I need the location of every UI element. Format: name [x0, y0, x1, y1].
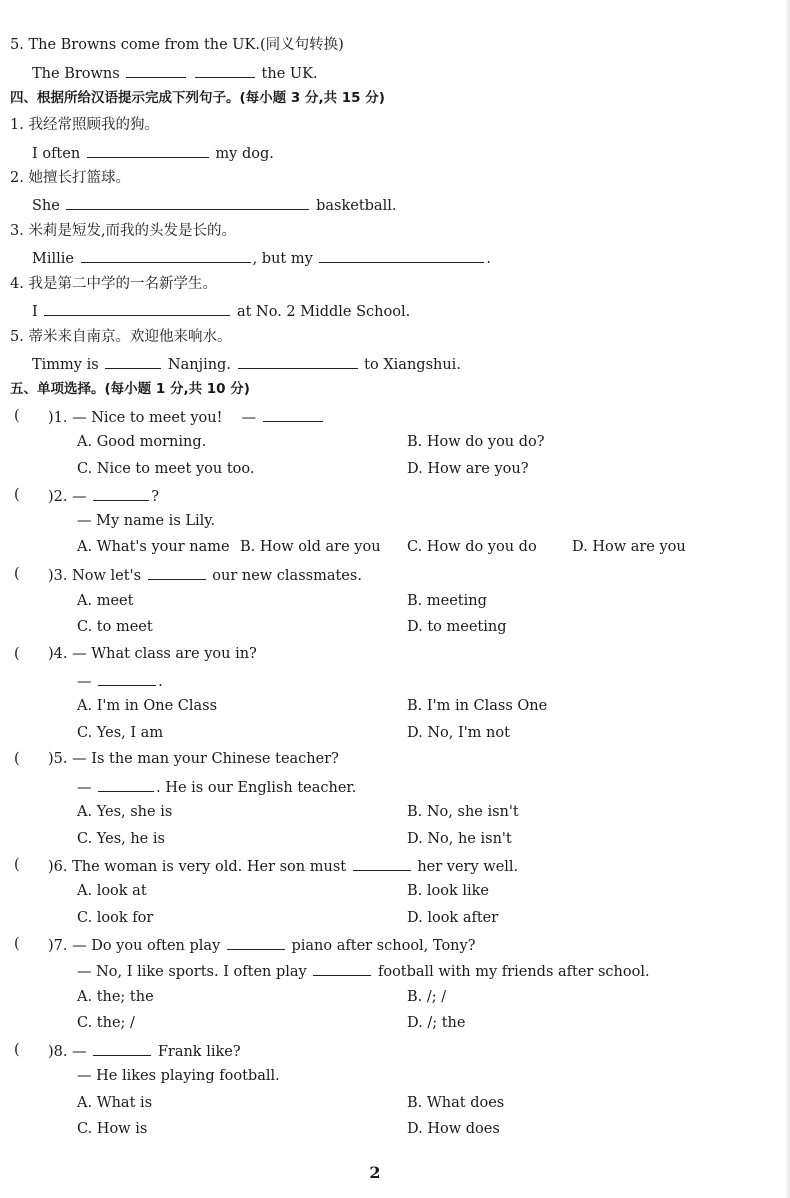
q5-stem: )5. — Is the man your Chinese teacher?: [48, 751, 339, 767]
q7-stem-line2: — No, I like sports. I often play football with my friends after school.: [77, 961, 650, 981]
q3-option-d[interactable]: D. to meeting: [407, 619, 507, 635]
q3-option-b[interactable]: B. meeting: [407, 593, 487, 609]
q5-option-a[interactable]: A. Yes, she is: [77, 804, 173, 820]
answer-blank[interactable]: [319, 248, 484, 263]
s4-item4-cn: 4. 我是第二中学的一名新学生。: [10, 276, 217, 292]
q6-stem: )6. The woman is very old. Her son must her very well.: [48, 856, 518, 876]
q2-option-d[interactable]: D. How are you: [572, 539, 686, 555]
q1-option-a[interactable]: A. Good morning.: [77, 434, 207, 450]
q6-option-d[interactable]: D. look after: [407, 910, 499, 926]
answer-blank[interactable]: [238, 354, 358, 369]
page-number: 2: [369, 1163, 381, 1182]
q4-stem-line2: — .: [77, 671, 163, 691]
q2-stem-line2: — My name is Lily.: [77, 513, 216, 529]
part3-q5-prompt: 5. The Browns come from the UK.(同义句转换): [10, 37, 344, 53]
answer-blank[interactable]: [87, 143, 209, 158]
answer-blank[interactable]: [263, 407, 323, 422]
q3-option-c[interactable]: C. to meet: [77, 619, 153, 635]
q2-option-a[interactable]: A. What's your name: [77, 539, 230, 555]
section4-title: 四、根据所给汉语提示完成下列句子。(每小题 3 分,共 15 分): [10, 90, 385, 106]
q4-option-a[interactable]: A. I'm in One Class: [77, 698, 218, 714]
q5-stem-line2: — . He is our English teacher.: [77, 777, 356, 797]
q1-option-b[interactable]: B. How do you do?: [407, 434, 545, 450]
q2-option-b[interactable]: B. How old are you: [240, 539, 381, 555]
answer-paren[interactable]: (: [14, 408, 20, 424]
q1-option-d[interactable]: D. How are you?: [407, 461, 529, 477]
q3-stem: )3. Now let's our new classmates.: [48, 565, 362, 585]
answer-blank[interactable]: [105, 354, 161, 369]
q3-option-a[interactable]: A. meet: [77, 593, 134, 609]
answer-paren[interactable]: (: [14, 751, 20, 767]
q8-option-c[interactable]: C. How is: [77, 1121, 148, 1137]
answer-blank[interactable]: [98, 671, 156, 686]
q7-option-c[interactable]: C. the; /: [77, 1015, 135, 1031]
answer-blank[interactable]: [353, 856, 411, 871]
section5-title: 五、单项选择。(每小题 1 分,共 10 分): [10, 381, 250, 397]
answer-blank[interactable]: [66, 195, 309, 210]
q8-option-b[interactable]: B. What does: [407, 1095, 505, 1111]
q2-stem: )2. — ?: [48, 486, 159, 506]
answer-blank[interactable]: [313, 961, 371, 976]
q4-stem: )4. — What class are you in?: [48, 646, 257, 662]
q4-option-d[interactable]: D. No, I'm not: [407, 725, 510, 741]
s4-item5-cn: 5. 蒂米来自南京。欢迎他来响水。: [10, 329, 232, 345]
answer-blank[interactable]: [227, 935, 285, 950]
q8-stem: )8. — Frank like?: [48, 1041, 241, 1061]
q8-stem-line2: — He likes playing football.: [77, 1068, 280, 1084]
s4-item3-line: Millie , but my .: [32, 248, 491, 268]
answer-paren[interactable]: (: [14, 487, 20, 503]
q1-option-c[interactable]: C. Nice to meet you too.: [77, 461, 255, 477]
s4-item5-line: Timmy is Nanjing. to Xiangshui.: [32, 354, 461, 374]
q7-stem: )7. — Do you often play piano after school, Tony?: [48, 935, 475, 955]
q6-option-b[interactable]: B. look like: [407, 883, 490, 899]
q1-stem: )1. — Nice to meet you! —: [48, 407, 325, 427]
answer-blank[interactable]: [93, 486, 149, 501]
answer-blank[interactable]: [126, 63, 186, 78]
s4-item1-cn: 1. 我经常照顾我的狗。: [10, 117, 159, 133]
answer-paren[interactable]: (: [14, 1042, 20, 1058]
q5-option-b[interactable]: B. No, she isn't: [407, 804, 519, 820]
answer-blank[interactable]: [148, 565, 206, 580]
answer-paren[interactable]: (: [14, 857, 20, 873]
q7-option-a[interactable]: A. the; the: [77, 989, 154, 1005]
q6-option-a[interactable]: A. look at: [77, 883, 147, 899]
s4-item4-line: I at No. 2 Middle School.: [32, 301, 410, 321]
q4-option-c[interactable]: C. Yes, I am: [77, 725, 164, 741]
answer-blank[interactable]: [44, 301, 230, 316]
q5-option-d[interactable]: D. No, he isn't: [407, 831, 512, 847]
answer-paren[interactable]: (: [14, 936, 20, 952]
answer-paren[interactable]: (: [14, 646, 20, 662]
answer-blank[interactable]: [195, 63, 255, 78]
s4-item3-cn: 3. 米莉是短发,而我的头发是长的。: [10, 223, 237, 239]
s4-item2-cn: 2. 她擅长打篮球。: [10, 170, 130, 186]
page-edge-shadow: [784, 0, 790, 1198]
q5-option-c[interactable]: C. Yes, he is: [77, 831, 165, 847]
answer-blank[interactable]: [93, 1041, 151, 1056]
q7-option-b[interactable]: B. /; /: [407, 989, 447, 1005]
answer-paren[interactable]: (: [14, 566, 20, 582]
q6-option-c[interactable]: C. look for: [77, 910, 154, 926]
q4-option-b[interactable]: B. I'm in Class One: [407, 698, 548, 714]
q7-option-d[interactable]: D. /; the: [407, 1015, 466, 1031]
s4-item1-line: I often my dog.: [32, 143, 274, 163]
s4-item2-line: She basketball.: [32, 195, 396, 215]
part3-q5-answer-line: The Browns the UK.: [32, 63, 318, 83]
q2-option-c[interactable]: C. How do you do: [407, 539, 537, 555]
answer-blank[interactable]: [81, 248, 251, 263]
q8-option-a[interactable]: A. What is: [77, 1095, 153, 1111]
q8-option-d[interactable]: D. How does: [407, 1121, 500, 1137]
answer-blank[interactable]: [98, 777, 154, 792]
